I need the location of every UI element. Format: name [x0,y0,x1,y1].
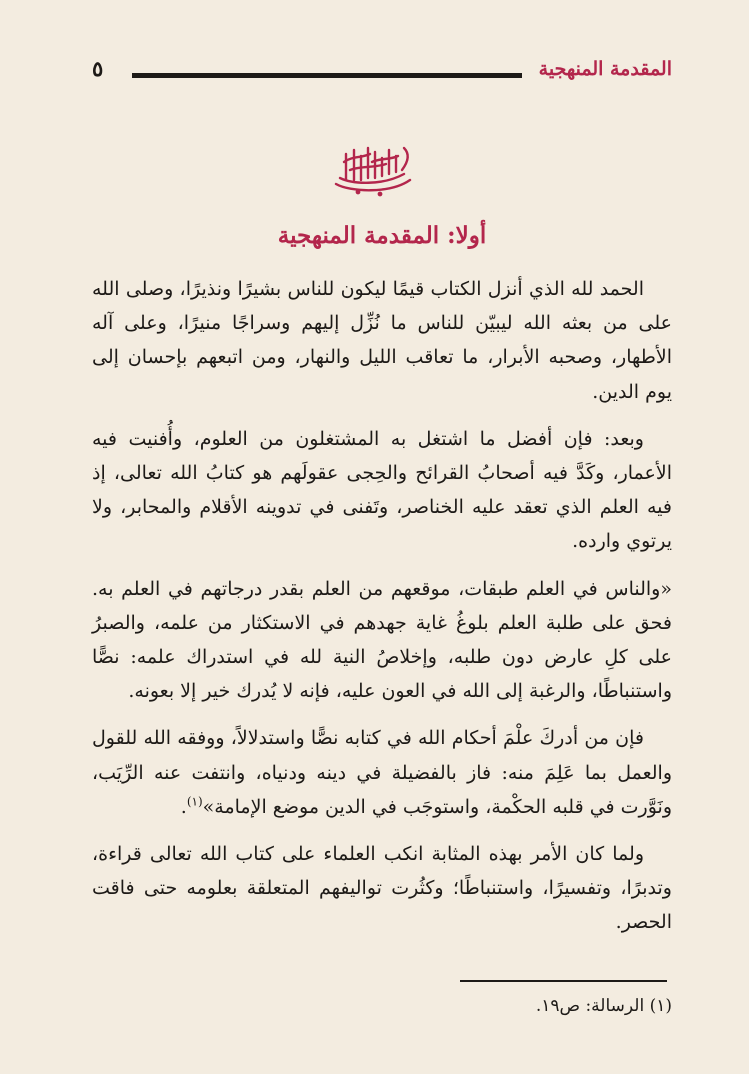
paragraph-1: الحمد لله الذي أنزل الكتاب قيمًا ليكون للناس بشيرًا ونذيرًا، وصلى الله على من بعثه الله ليبيّن للناس ما نُزِّل إليهم وسراجًا منيرًا، وعلى آله الأطهار، وصحبه الأبرار، ما تعاقب الليل والنهار، ومن اتبعهم بإحسان إلى يوم الدين. [92,278,672,403]
page-number: ٥ [92,56,104,81]
paragraph-3: «والناس في العلم طبقات، موقعهم من العلم بقدر درجاتهم في العلم به. فحق على طلبة العلم بلوغُ غاية جهدهم في الاستكثار من علمه، والصبرُ على كلِ عارض دون طلبه، وإخلاصُ النية لله في استدراك علمه: نصًّا واستنباطًا، والرغبة إلى الله في العون عليه، فإنه لا يُدرك خير إلا بعونه. [92,577,672,703]
body-text [92,272,672,953]
running-title: المقدمة المنهجية [538,58,672,80]
footnote-number: (١) [649,996,672,1016]
paragraph-5: ولما كان الأمر بهذه المثابة انكب العلماء على كتاب الله تعالى قراءة، وتدبرًا، وتفسيرًا، واستنباطًا؛ وكثُرت تواليفهم المتعلقة بعلومه حتى فاقت الحصر. [92,843,672,934]
basmala-calligraphy-icon [330,140,416,200]
footnote [92,996,672,1016]
running-header [92,58,672,94]
header-rule [132,73,522,78]
section-title: أولا: المقدمة المنهجية [277,222,487,249]
paragraph-2: وبعد: فإن أفضل ما اشتغل به المشتغلون من العلوم، وأُفنيت فيه الأعمار، وكَدَّ فيه أصحابُ القرائح والحِجى عقولَهم هو كتابُ الله تعالى، إذ فيه العلم الذي تعقد عليه الخناصر، وتَفنى في تدوينه الأقلام والمحابر، ولا يرتوي وارده. [92,427,672,553]
footnote-rule [460,980,667,982]
paragraph-4-text: فإن من أدركَ علْمَ أحكام الله في كتابه نصًّا واستدلالاً، ووفقه الله للقول والعمل بما عَلِمَ منه: فاز بالفضيلة في دينه ودنياه، وانتفت عنه الرِّيَب، ونَوَّرت في قلبه الحكْمة، واستوجَب في الدين موضع الإمامة» [92,727,672,818]
footnote-reference[interactable]: (١) [186,794,203,809]
footnote-text: الرسالة: ص١٩. [535,996,645,1016]
paragraph-4: فإن من أدركَ علْمَ أحكام الله في كتابه نصًّا واستدلالاً، ووفقه الله للقول والعمل بما عَلِمَ منه: فاز بالفضيلة في دينه ودنياه، وانتفت عنه الرِّيَب، ونَوَّرت في قلبه الحكْمة، واستوجَب في الدين موضع الإمامة»$^{(١)}$. [92,727,672,818]
